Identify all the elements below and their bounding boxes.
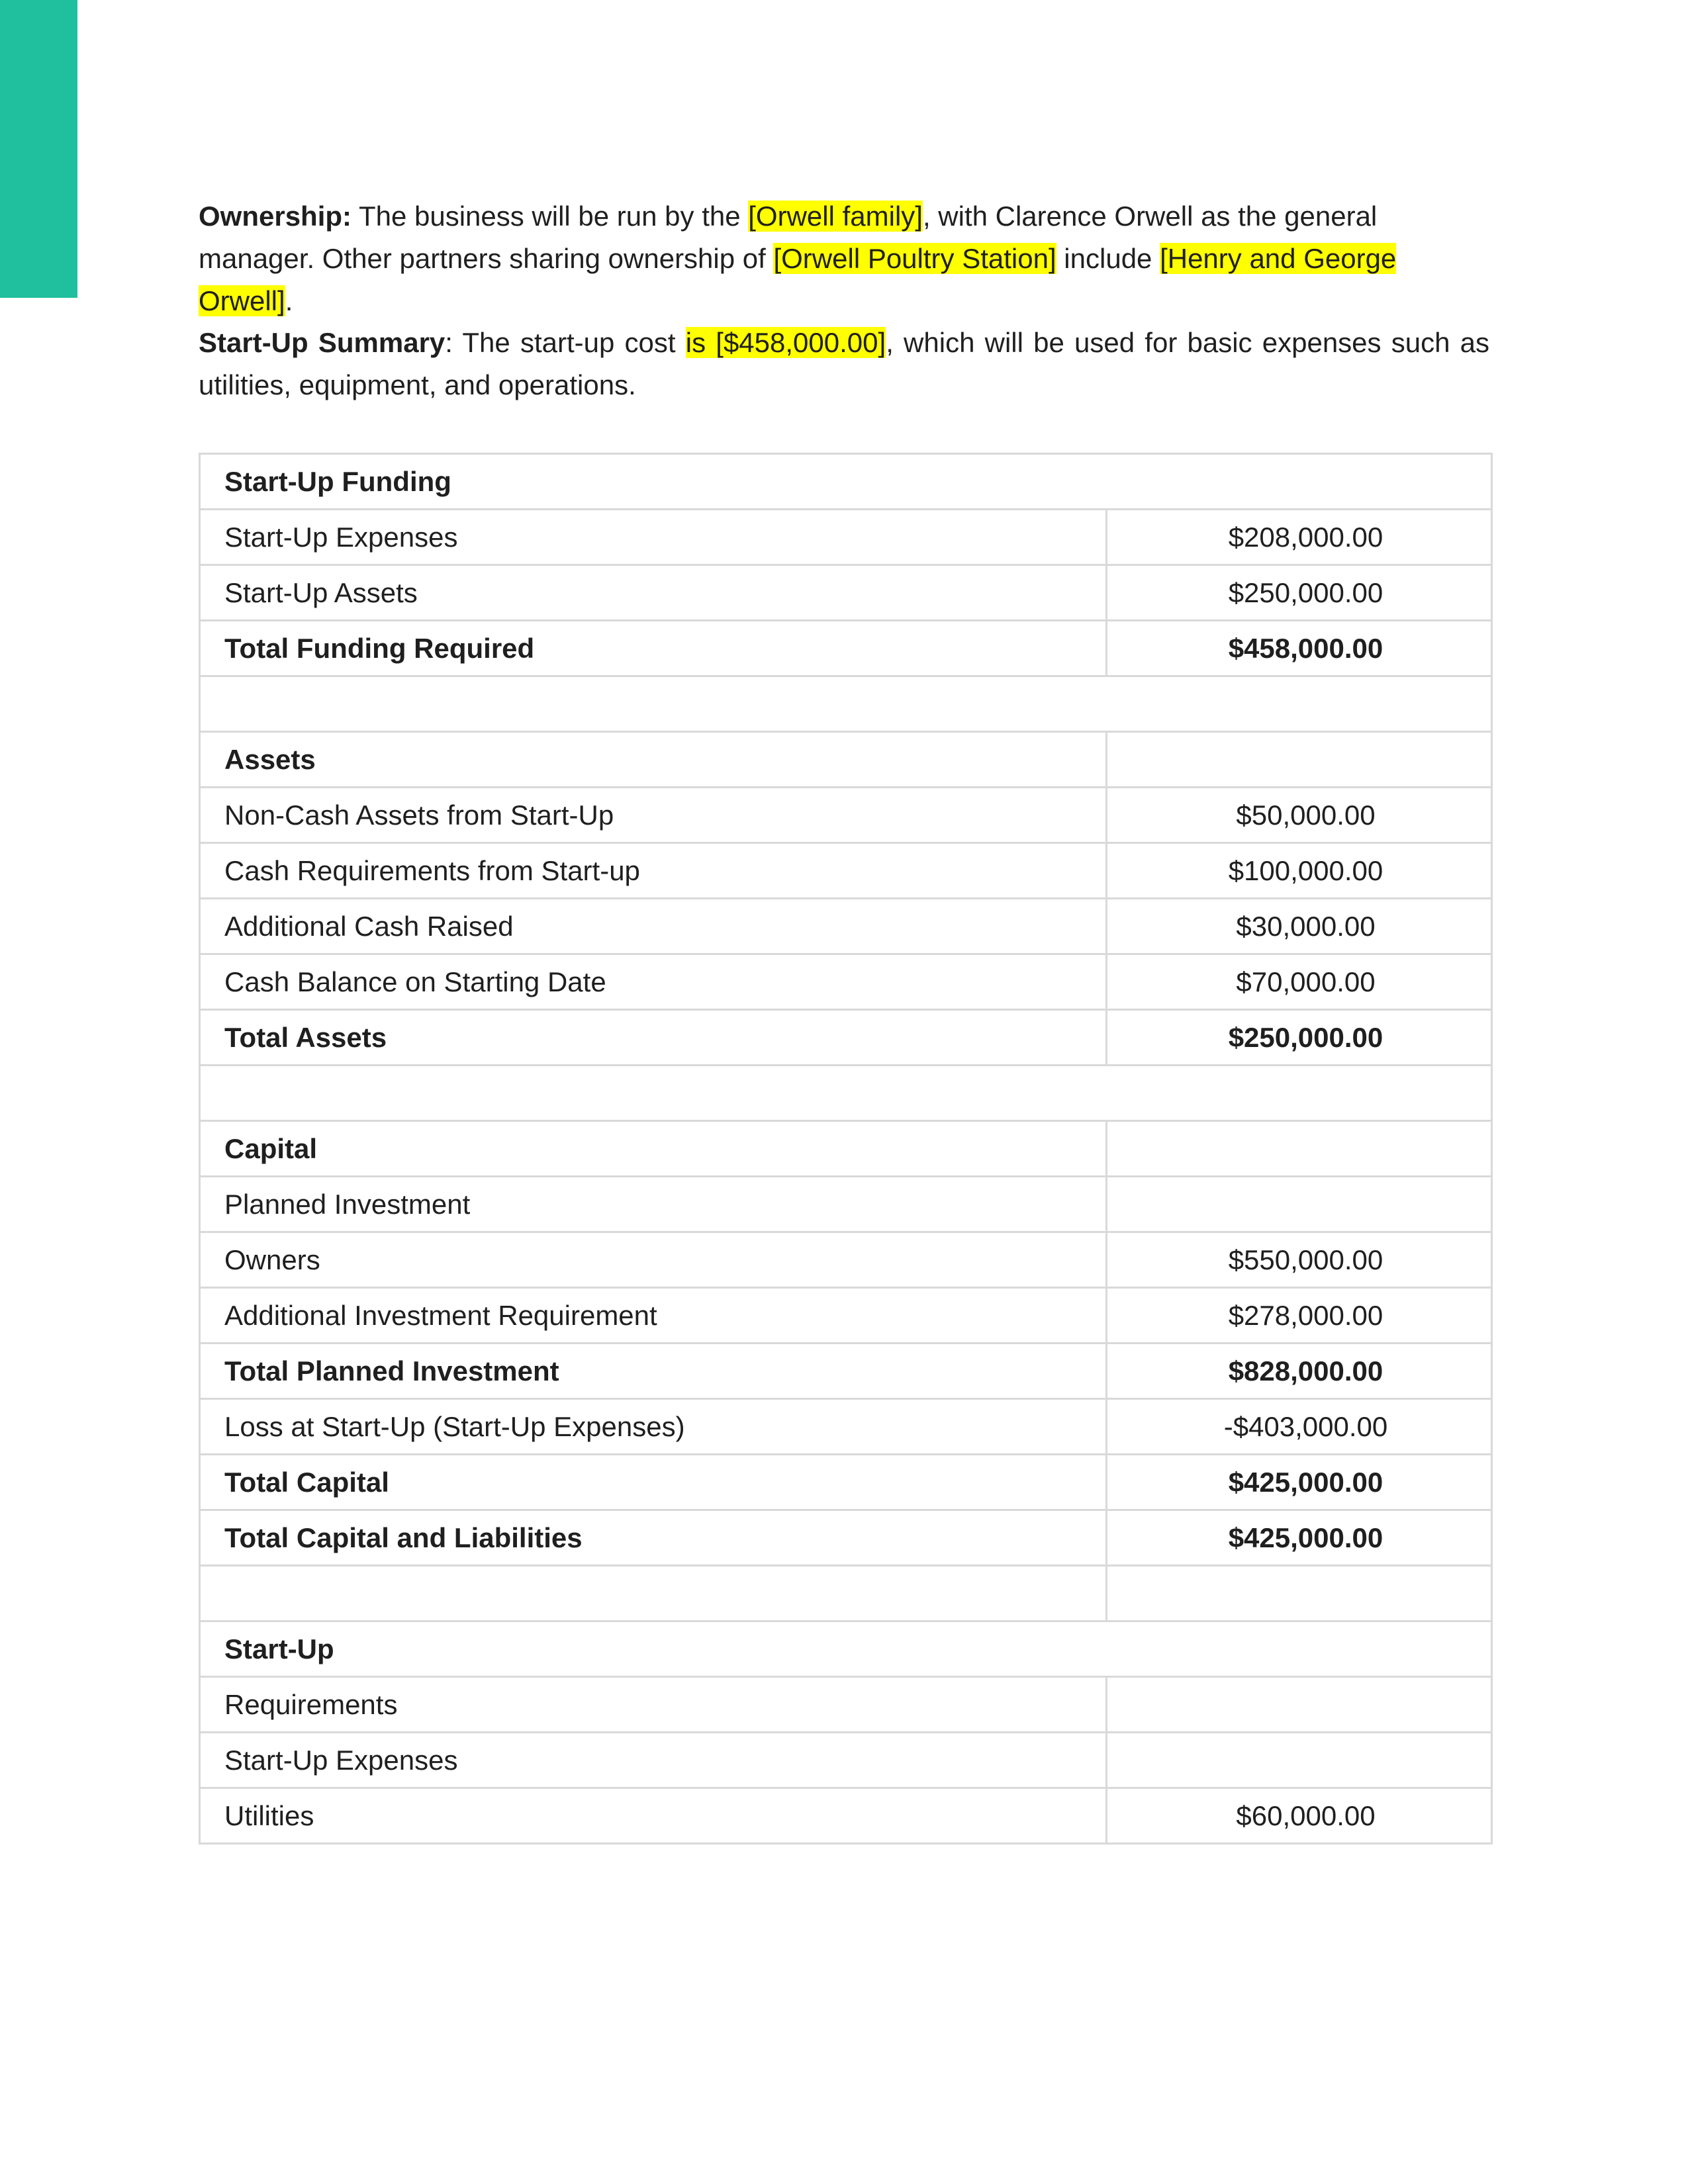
capital-header: Capital bbox=[200, 1121, 1107, 1177]
ownership-text-2: , with Clarence Orwell as the general manager. Other partners sharing ownership of bbox=[199, 201, 1378, 274]
row-value: $550,000.00 bbox=[1107, 1232, 1492, 1288]
row-label: Total Funding Required bbox=[200, 621, 1107, 676]
row-label: Start-Up Expenses bbox=[200, 510, 1107, 565]
table-spacer-row bbox=[200, 676, 1492, 732]
empty-cell bbox=[200, 1566, 1107, 1621]
ownership-label: Ownership: bbox=[199, 201, 352, 232]
row-label: Additional Investment Requirement bbox=[200, 1288, 1107, 1343]
row-label: Loss at Start-Up (Start-Up Expenses) bbox=[200, 1399, 1107, 1455]
table-row bbox=[200, 1399, 1492, 1455]
table-row bbox=[200, 510, 1492, 565]
row-label: Utilities bbox=[200, 1788, 1107, 1844]
row-label: Planned Investment bbox=[200, 1177, 1107, 1232]
row-label: Total Capital and Liabilities bbox=[200, 1510, 1107, 1566]
table-row bbox=[200, 1177, 1492, 1232]
startup-financials-table bbox=[199, 453, 1493, 1844]
startup-summary-text-2: , which will be used for basic expenses such as utilities, equipment, and operations. bbox=[199, 327, 1489, 400]
row-value: -$403,000.00 bbox=[1107, 1399, 1492, 1455]
table-row bbox=[200, 1510, 1492, 1566]
row-value: $250,000.00 bbox=[1107, 565, 1492, 621]
table-row bbox=[200, 1621, 1492, 1677]
row-label: Owners bbox=[200, 1232, 1107, 1288]
row-value: $278,000.00 bbox=[1107, 1288, 1492, 1343]
row-value bbox=[1107, 1677, 1492, 1733]
empty-cell bbox=[1107, 1121, 1492, 1177]
row-label: Total Planned Investment bbox=[200, 1343, 1107, 1399]
table-row bbox=[200, 1343, 1492, 1399]
row-label: Non-Cash Assets from Start-Up bbox=[200, 788, 1107, 843]
table-row bbox=[200, 843, 1492, 899]
accent-bar bbox=[0, 0, 77, 298]
table-row bbox=[200, 565, 1492, 621]
table-row bbox=[200, 1788, 1492, 1844]
row-value: $50,000.00 bbox=[1107, 788, 1492, 843]
row-value: $828,000.00 bbox=[1107, 1343, 1492, 1399]
row-value: $60,000.00 bbox=[1107, 1788, 1492, 1844]
table-row bbox=[200, 1121, 1492, 1177]
table-row bbox=[200, 1677, 1492, 1733]
empty-cell bbox=[200, 1066, 1492, 1121]
empty-cell bbox=[200, 676, 1492, 732]
row-value: $425,000.00 bbox=[1107, 1510, 1492, 1566]
row-label: Total Capital bbox=[200, 1455, 1107, 1510]
ownership-text-3: include bbox=[1056, 243, 1160, 274]
row-label: Total Assets bbox=[200, 1010, 1107, 1066]
row-value bbox=[1107, 1177, 1492, 1232]
table-row bbox=[200, 732, 1492, 788]
row-value: $250,000.00 bbox=[1107, 1010, 1492, 1066]
empty-cell bbox=[1107, 732, 1492, 788]
startup-summary-highlight-cost: is [$458,000.00] bbox=[685, 327, 886, 358]
startup-summary-text-1: : The start-up cost bbox=[445, 327, 686, 358]
ownership-highlight-family: [Orwell family] bbox=[748, 201, 923, 232]
table-row bbox=[200, 1232, 1492, 1288]
row-label: Start-Up Expenses bbox=[200, 1733, 1107, 1788]
ownership-highlight-partners: [Henry and George Orwell] bbox=[199, 243, 1397, 316]
row-label: Requirements bbox=[200, 1677, 1107, 1733]
row-value: $70,000.00 bbox=[1107, 954, 1492, 1010]
table-row bbox=[200, 454, 1492, 510]
startup-summary-label: Start-Up Summary bbox=[199, 327, 445, 358]
table-row bbox=[200, 899, 1492, 954]
empty-cell bbox=[1107, 1566, 1492, 1621]
table-row bbox=[200, 1455, 1492, 1510]
ownership-text-1: The business will be run by the bbox=[352, 201, 749, 232]
funding-header: Start-Up Funding bbox=[200, 454, 1492, 510]
row-label: Additional Cash Raised bbox=[200, 899, 1107, 954]
ownership-paragraph bbox=[199, 195, 1489, 322]
table-spacer-row bbox=[200, 1066, 1492, 1121]
table-row bbox=[200, 954, 1492, 1010]
table-row bbox=[200, 1733, 1492, 1788]
table-row bbox=[200, 1010, 1492, 1066]
table-spacer-row bbox=[200, 1566, 1492, 1621]
row-label: Start-Up Assets bbox=[200, 565, 1107, 621]
row-label: Cash Requirements from Start-up bbox=[200, 843, 1107, 899]
assets-header: Assets bbox=[200, 732, 1107, 788]
startup-header: Start-Up bbox=[200, 1621, 1492, 1677]
ownership-text-4: . bbox=[285, 285, 293, 316]
table-row bbox=[200, 1288, 1492, 1343]
row-value: $100,000.00 bbox=[1107, 843, 1492, 899]
table-row bbox=[200, 621, 1492, 676]
row-label: Cash Balance on Starting Date bbox=[200, 954, 1107, 1010]
row-value: $425,000.00 bbox=[1107, 1455, 1492, 1510]
row-value: $458,000.00 bbox=[1107, 621, 1492, 676]
startup-summary-paragraph bbox=[199, 322, 1489, 406]
row-value: $208,000.00 bbox=[1107, 510, 1492, 565]
table-row bbox=[200, 788, 1492, 843]
row-value bbox=[1107, 1733, 1492, 1788]
ownership-highlight-station: [Orwell Poultry Station] bbox=[773, 243, 1056, 274]
row-value: $30,000.00 bbox=[1107, 899, 1492, 954]
